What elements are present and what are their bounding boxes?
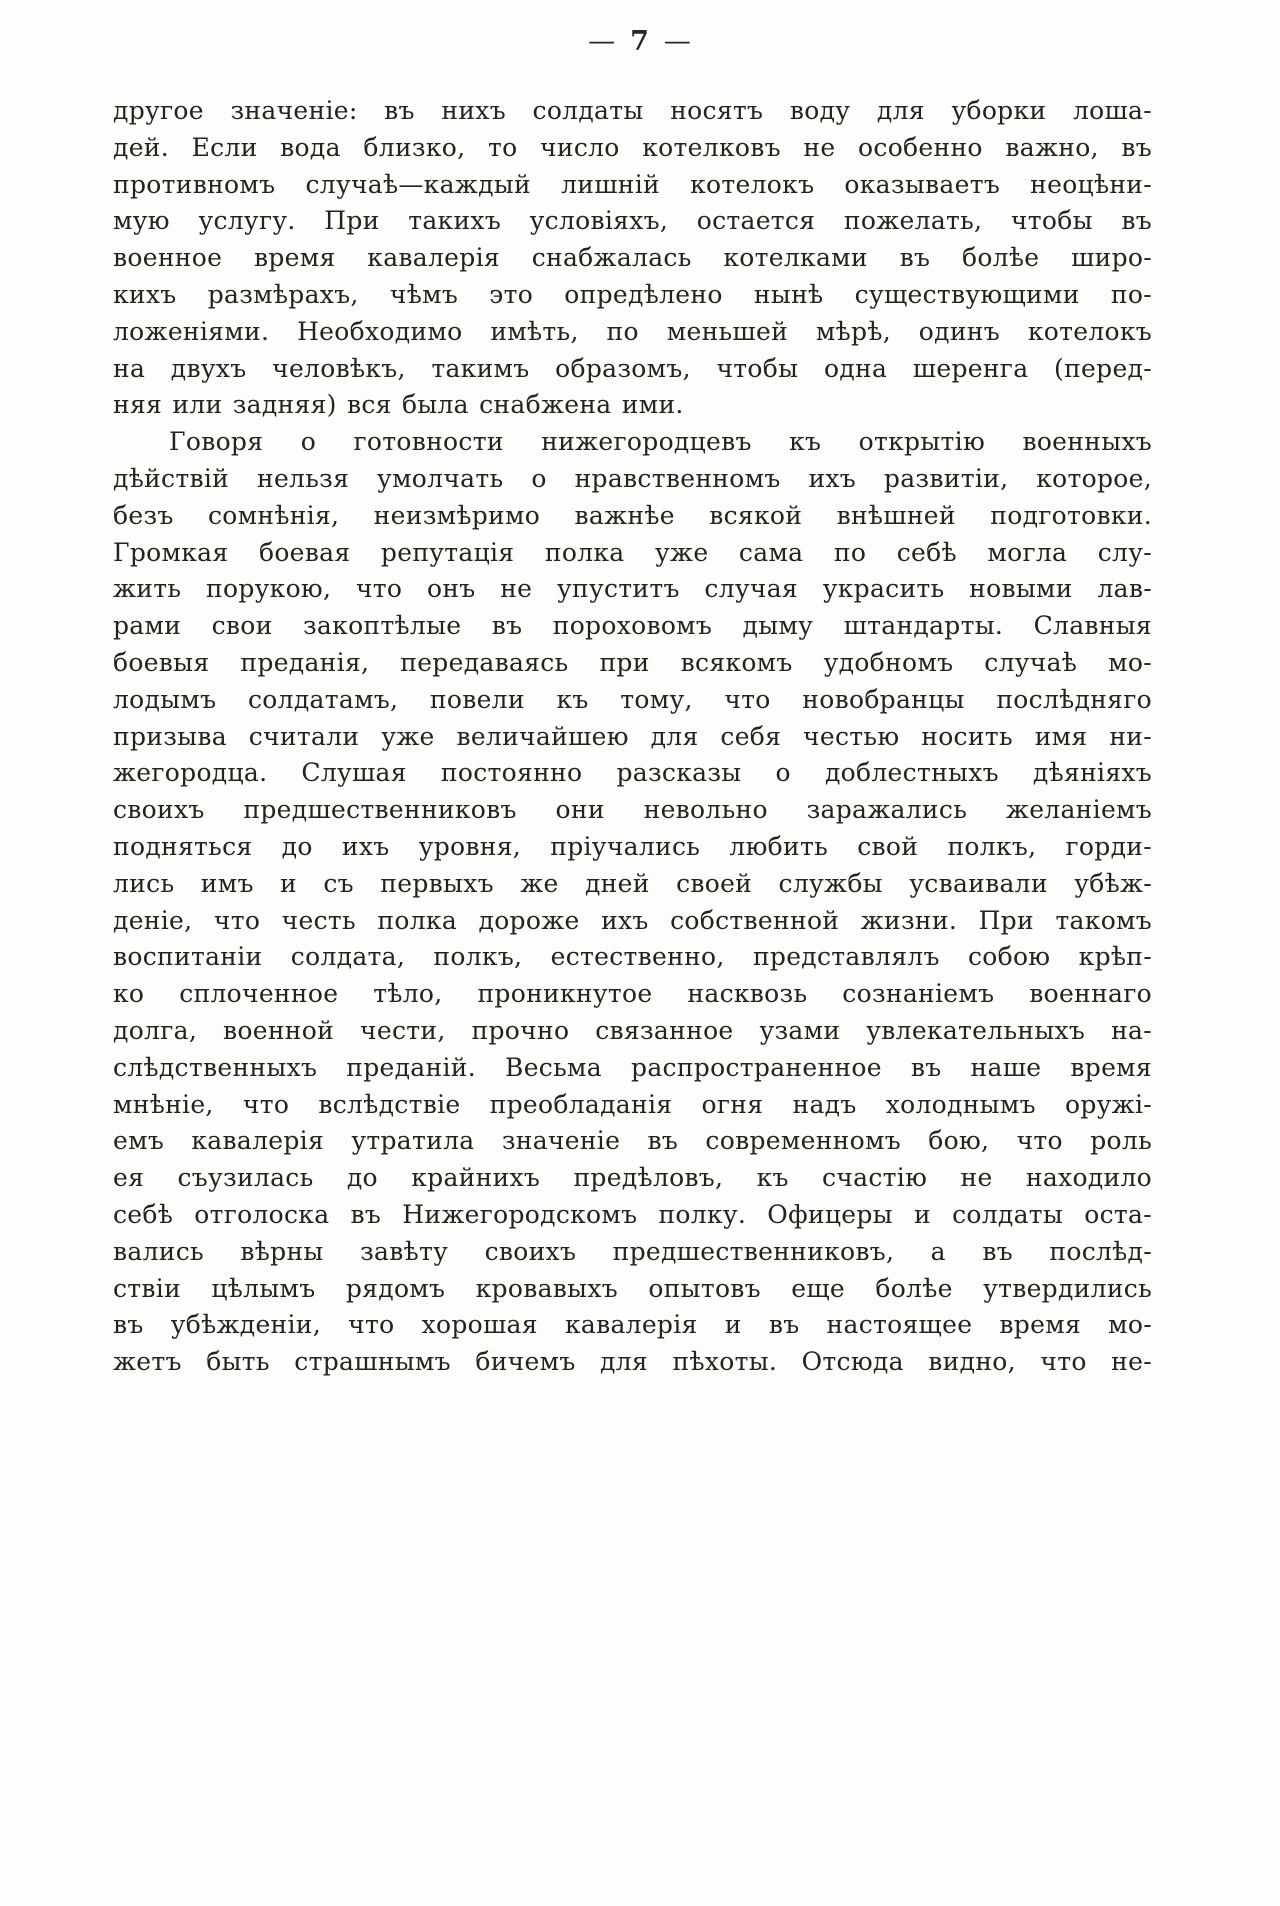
text-line: слѣдственныхъ преданій. Весьма распространенное въ наше время xyxy=(113,1052,1152,1082)
text-line: жегородца. Слушая постоянно разсказы о доблестныхъ дѣяніяхъ xyxy=(113,758,1152,788)
text-line: на двухъ человѣкъ, такимъ образомъ, чтобы одна шеренга (перед- xyxy=(113,353,1152,383)
text-line: дей. Если вода близко, то число котелковъ не особенно важно, въ xyxy=(113,132,1152,162)
text-line: мую услугу. При такихъ условіяхъ, остается пожелать, чтобы въ xyxy=(113,206,1152,236)
text-line: военное время кавалерія снабжалась котелками въ болѣе широ- xyxy=(113,243,1152,273)
text-line: ко сплоченное тѣло, проникнутое насквозь сознаніемъ военнаго xyxy=(113,979,1152,1009)
text-line: рами свои закоптѣлые въ пороховомъ дыму штандарты. Славныя xyxy=(113,611,1152,641)
page-number-value: 7 xyxy=(630,26,650,57)
text-line: въ убѣжденіи, что хорошая кавалерія и въ настоящее время мо- xyxy=(113,1310,1152,1340)
page-number-dash-left: — xyxy=(588,26,617,57)
text-line: воспитаніи солдата, полкъ, естественно, представлялъ собою крѣп- xyxy=(113,942,1152,972)
text-line: себѣ отголоска въ Нижегородскомъ полку. Офицеры и солдаты оста- xyxy=(113,1199,1152,1229)
text-line: Громкая боевая репутація полка уже сама по себѣ могла слу- xyxy=(113,537,1152,567)
text-line: вались вѣрны завѣту своихъ предшественниковъ, а въ послѣд- xyxy=(113,1236,1152,1266)
text-line: Говоря о готовности нижегородцевъ къ открытію военныхъ xyxy=(169,427,1152,457)
text-line: другое значеніе: въ нихъ солдаты носятъ воду для уборки лоша- xyxy=(113,96,1152,125)
text-line: лись имъ и съ первыхъ же дней своей службы усваивали убѣж- xyxy=(113,868,1152,898)
text-line: лодымъ солдатамъ, повели къ тому, что новобранцы послѣдняго xyxy=(113,684,1152,714)
text-line: деніе, что честь полка дороже ихъ собственной жизни. При такомъ xyxy=(113,905,1152,935)
text-line: мнѣніе, что вслѣдствіе преобладанія огня надъ холоднымъ оружі- xyxy=(113,1089,1152,1119)
text-line: безъ сомнѣнія, неизмѣримо важнѣе всякой внѣшней подготовки. xyxy=(113,500,1152,530)
text-line: боевыя преданія, передаваясь при всякомъ удобномъ случаѣ мо- xyxy=(113,647,1152,677)
page-number-dash-right: — xyxy=(663,26,692,57)
text-line: ея съузилась до крайнихъ предѣловъ, къ счастію не находило xyxy=(113,1163,1152,1193)
text-line: призыва считали уже величайшею для себя честью носить имя ни- xyxy=(113,721,1152,751)
text-line: ствіи цѣлымъ рядомъ кровавыхъ опытовъ еще болѣе утвердились xyxy=(113,1273,1152,1303)
text-line: жетъ быть страшнымъ бичемъ для пѣхоты. Отсюда видно, что не- xyxy=(113,1347,1152,1377)
body-text xyxy=(113,93,1152,1381)
text-line: емъ кавалерія утратила значеніе въ современномъ бою, что роль xyxy=(113,1126,1152,1156)
text-line: дѣйствій нельзя умолчать о нравственномъ ихъ развитіи, которое, xyxy=(113,463,1152,493)
text-line: жить порукою, что онъ не упуститъ случая украсить новыми лав- xyxy=(113,574,1152,604)
text-line: подняться до ихъ уровня, пріучались любить свой полкъ, горди- xyxy=(113,831,1152,861)
text-line: долга, военной чести, прочно связанное узами увлекательныхъ на- xyxy=(113,1015,1152,1045)
text-line: противномъ случаѣ—каждый лишній котелокъ оказываетъ неоцѣни- xyxy=(113,169,1152,199)
text-line: ложеніями. Необходимо имѣть, по меньшей мѣрѣ, одинъ котелокъ xyxy=(113,316,1152,346)
text-line: няя или задняя) вся была снабжена ими. xyxy=(113,390,684,420)
page-number xyxy=(0,0,1280,57)
text-line: своихъ предшественниковъ они невольно заражались желаніемъ xyxy=(113,795,1152,825)
text-line: кихъ размѣрахъ, чѣмъ это опредѣлено нынѣ существующими по- xyxy=(113,279,1152,309)
